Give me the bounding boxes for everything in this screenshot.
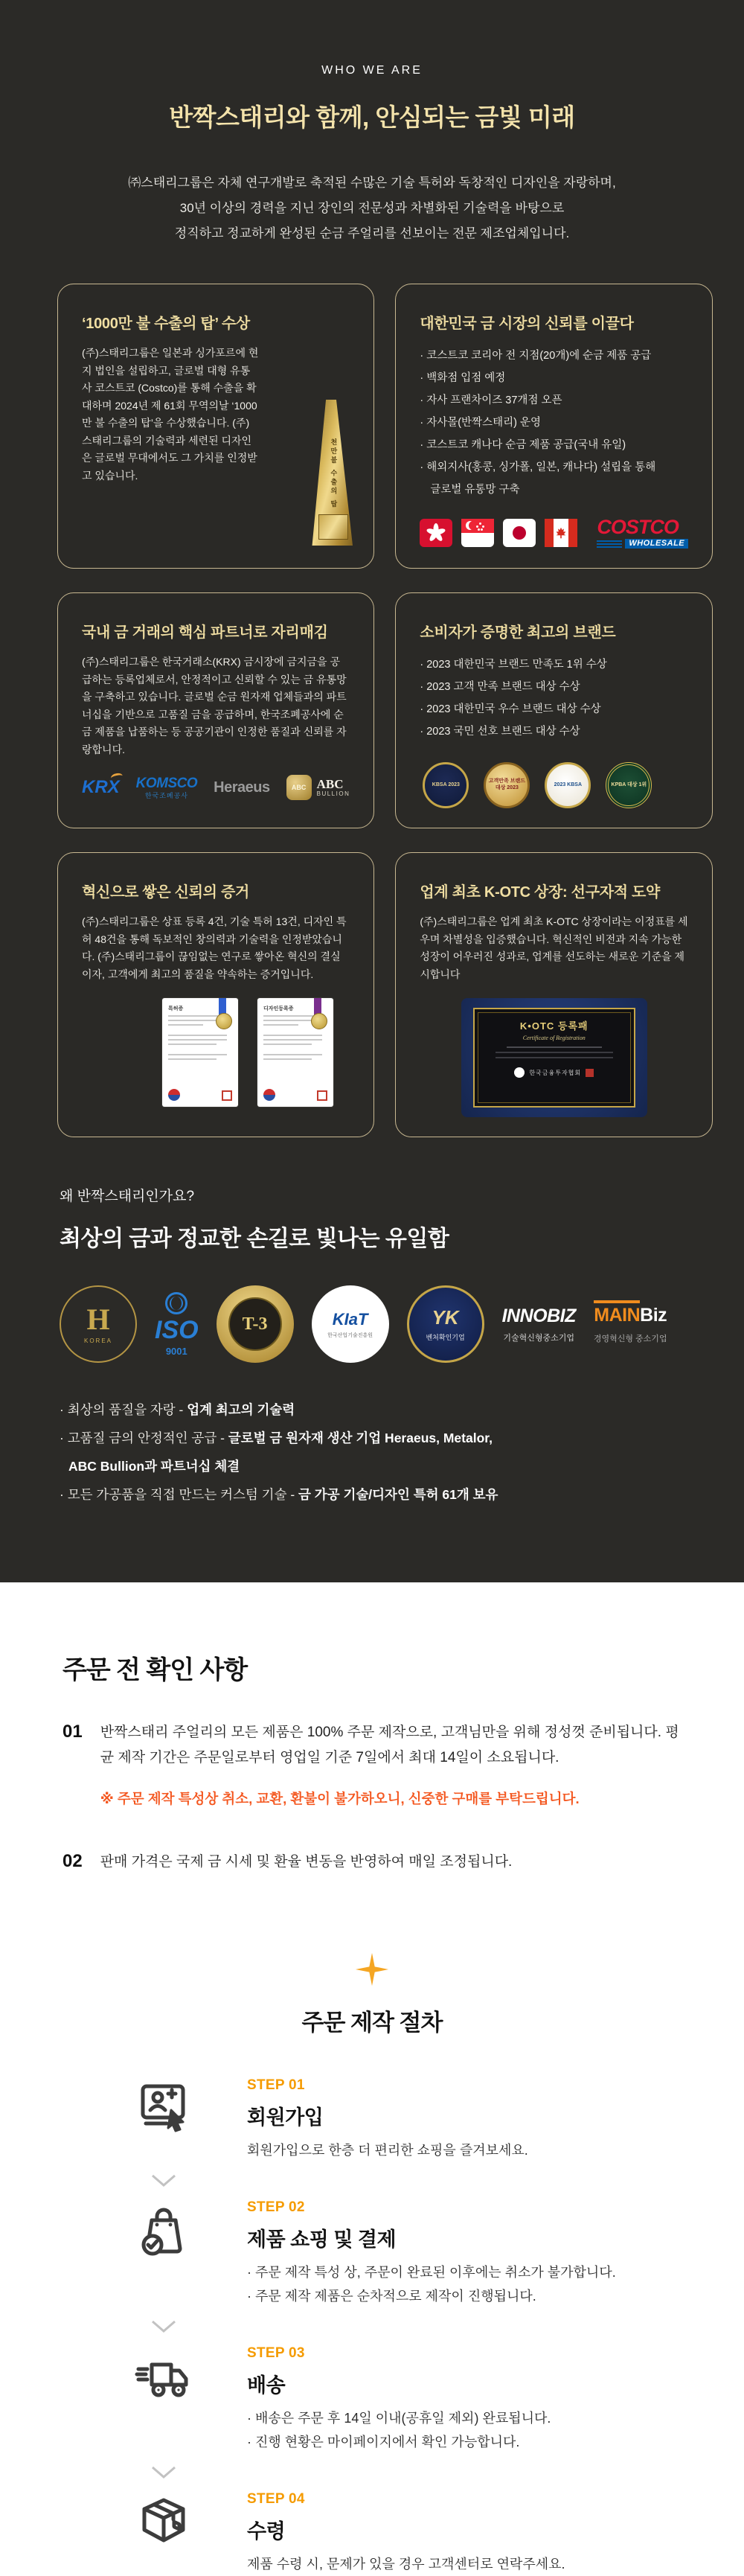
step-label: STEP 04 — [247, 2491, 305, 2507]
card-title: 소비자가 증명한 최고의 브랜드 — [420, 624, 616, 641]
design-registration-certificate-image — [257, 998, 333, 1107]
chevron-down-icon — [135, 2466, 192, 2479]
step-signup — [135, 2077, 744, 2162]
krx-logo: KRX — [82, 777, 120, 797]
step-description: · 주문 제작 특성 상, 주문이 완료된 이후에는 취소가 불가합니다. · 주문 제작 제품은 순차적으로 제작이 진행됩니다. — [247, 2265, 616, 2304]
brand-award-medal-white: 2023 KBSA — [545, 762, 591, 808]
plaque-subtitle: Certificate of Registration — [522, 1035, 586, 1041]
iso-9001-logo — [155, 1292, 199, 1357]
process-steps — [0, 2077, 744, 2576]
partner-logos — [82, 775, 350, 800]
kiat-logo — [312, 1285, 389, 1363]
plaque-seal — [586, 1069, 594, 1077]
why-bullet: · 고품질 금의 안정적인 공급 - 글로벌 금 원자재 생산 기업 Heraeus, Metalor, — [60, 1431, 493, 1445]
list-item: · 해외지사(홍콩, 싱가폴, 일본, 캐나다) 설립을 통해 글로벌 유통망 구축 — [420, 461, 656, 496]
hong-kong-flag-icon — [420, 519, 452, 547]
hallmark-korea-label: KOREA — [83, 1337, 112, 1344]
hallmark-laboratory-logo — [60, 1285, 137, 1363]
list-item: · 백화점 입점 예정 — [420, 372, 506, 384]
taegeuk-emblem — [263, 1089, 275, 1101]
card-title: 업계 최초 K-OTC 상장: 선구자적 도약 — [420, 884, 661, 901]
why-bullet: · 모든 가공품을 직접 만드는 커스텀 기술 - 금 가공 기술/디자인 특허 61개 보유 — [60, 1487, 498, 1502]
t3-label: T-3 — [228, 1297, 282, 1351]
trophy-plate — [318, 514, 348, 540]
certificate-medal — [216, 1013, 232, 1029]
step-receive — [135, 2491, 744, 2576]
why-bullet: · 최상의 품질을 자랑 - 업계 최고의 기술력 — [60, 1402, 295, 1417]
card-title: 대한민국 금 시장의 신뢰를 이끌다 — [420, 316, 634, 332]
hero-title: 반짝스태리와 함께, 안심되는 금빛 미래 — [169, 103, 575, 131]
card-body: (주)스태리그룹은 일본과 싱가포르에 현지 법인을 설립하고, 글로벌 대형 유통사 코스트코 (Costco)를 통해 수출을 확대하며 2024년 제 61회 무역의날 ‘1000만 불 수출의 탑’을 수상했습니다. (주)스태리그룹의 기술력과 세련된 디자인은 글로벌 무대에서도 그 가치를 인정받고 있습니다. — [82, 347, 259, 482]
certificate-title: 특허증 — [168, 1006, 184, 1011]
list-item: · 2023 고객 만족 브랜드 대상 수상 — [420, 681, 580, 693]
card-patents-proof — [57, 852, 374, 1137]
step-description: 제품 수령 시, 문제가 있을 경우 고객센터로 연락주세요. — [247, 2557, 565, 2572]
card-title: ‘1000만 불 수출의 탑’ 수상 — [82, 316, 250, 332]
card-body: (주)스태리그룹은 업계 최초 K-OTC 상장이라는 이정표를 세우며 차별성을 입증했습니다. 혁신적인 비전과 지속 가능한 성장이 어우러진 성과로, 업계를 선도하는 새로운 기준을 제시합니다 — [420, 915, 688, 980]
hero-eyebrow: WHO WE ARE — [321, 64, 423, 77]
costco-wholesale-label: WHOLESALE — [625, 539, 688, 549]
list-item: · 코스트코 캐나다 순금 제품 공급(국내 유일) — [420, 439, 626, 451]
hallmark-monogram: H — [86, 1302, 110, 1336]
feature-cards — [57, 284, 687, 1137]
innobiz-korean-label: 기술혁신형중소기업 — [503, 1333, 575, 1343]
signup-monitor-icon — [135, 2077, 192, 2162]
certificate-medal — [311, 1013, 327, 1029]
mainbiz-logo — [594, 1305, 667, 1344]
card-korea-gold-market — [395, 284, 713, 569]
list-item: · 자사 프랜차이즈 37개점 오픈 — [420, 394, 562, 406]
plaque-title: K•OTC 등록패 — [519, 1020, 589, 1032]
iso-wordmark: ISO — [155, 1315, 199, 1344]
chevron-down-icon — [135, 2174, 192, 2187]
step-description: · 배송은 주문 후 14일 이내(공휴일 제외) 완료됩니다. · 진행 현황은 마이페이지에서 확인 가능합니다. — [247, 2411, 551, 2449]
iso-9001-label: 9001 — [165, 1345, 187, 1357]
why-bullet-list — [60, 1396, 684, 1509]
hero-line-3: 정직하고 정교하게 완성된 순금 주얼리를 선보이는 전문 제조업체입니다. — [174, 226, 570, 240]
iso-globe-icon — [165, 1292, 187, 1314]
delivery-truck-icon — [135, 2345, 192, 2454]
venture-korean-label: 벤처확인기업 — [426, 1334, 465, 1341]
step-title: 수령 — [247, 2520, 286, 2543]
package-box-icon — [135, 2491, 192, 2576]
sparkle-icon — [355, 1952, 389, 1990]
heraeus-logo: Heraeus — [214, 779, 270, 796]
why-eyebrow: 왜 반짝스태리인가요? — [60, 1189, 195, 1204]
kiat-korean-label: 한국산업기술진흥원 — [327, 1332, 373, 1338]
hero — [0, 0, 744, 246]
maple-leaf-icon — [555, 527, 567, 539]
singapore-flag-icon — [461, 519, 494, 547]
certification-logos — [60, 1285, 684, 1363]
order-info-section — [0, 1582, 744, 2572]
notice-number: 01 — [62, 1722, 83, 1742]
abc-bullion-label: BULLION — [316, 790, 350, 797]
step-title: 제품 쇼핑 및 결제 — [247, 2228, 397, 2251]
costco-wordmark: COSTCO — [597, 516, 679, 538]
komsco-korean-label: 한국조폐공사 — [144, 791, 188, 799]
costco-stripes — [597, 540, 622, 548]
card-kotc-listing — [395, 852, 713, 1137]
card-export-award — [57, 284, 374, 569]
list-item: · 2023 국민 선호 브랜드 대상 수상 — [420, 726, 580, 738]
card-body: (주)스태리그룹은 한국거래소(KRX) 금시장에 금지금을 공급하는 등록업체로서, 안정적이고 신뢰할 수 있는 금 유통망을 구축하고 있습니다. 글로벌 순금 원자재 업체들과의 파트너십을 기반으로 고품질 금을 공급하며, 한국조폐공사에 순금 제품을 납품하는 등 공공기관이 인정한 품질과 신뢰를 자랑합니다. — [82, 656, 347, 755]
notice-warning: ※ 주문 제작 특성상 취소, 교환, 환불이 불가하오니, 신중한 구매를 부탁드립니다. — [100, 1791, 580, 1806]
t3-medal-logo — [217, 1285, 294, 1363]
notice-text: 반짝스태리 주얼리의 모든 제품은 100% 주문 제작으로, 고객님만을 위해 정성껏 준비됩니다. 평균 제작 기간은 주문일로부터 영업일 기준 7일에서 최대 14일이 소요됩니다. — [100, 1725, 679, 1765]
why-title: 최상의 금과 정교한 손길로 빛나는 유일함 — [60, 1227, 449, 1251]
mainbiz-wordmark-biz: Biz — [640, 1304, 667, 1326]
red-seal-stamp — [222, 1090, 232, 1101]
notice-item-1 — [62, 1720, 684, 1808]
step-delivery — [135, 2345, 744, 2454]
trophy-engraving: 천만불 수출의 탑 — [330, 438, 338, 510]
notice-number: 02 — [62, 1851, 83, 1871]
abc-bullion-icon: ABC — [286, 775, 312, 800]
process-title: 주문 제작 절차 — [301, 2010, 443, 2036]
card-bullet-list — [420, 345, 688, 501]
kofia-emblem — [514, 1067, 525, 1078]
why-section — [60, 1185, 684, 1509]
red-seal-stamp — [317, 1090, 327, 1101]
japan-flag-icon — [503, 519, 536, 547]
card-title: 혁신으로 쌓은 신뢰의 증거 — [82, 884, 249, 901]
why-bullet-continuation: ABC Bullion과 파트너십 체결 — [68, 1459, 240, 1474]
hero-line-2: 30년 이상의 경력을 지닌 장인의 전문성과 차별화된 기술력을 바탕으로 — [179, 201, 565, 215]
step-title: 배송 — [247, 2374, 286, 2397]
notice-text: 판매 가격은 국제 금 시세 및 환율 변동을 반영하여 매일 조정됩니다. — [100, 1854, 513, 1870]
innobiz-wordmark: INNOBIZ — [501, 1305, 576, 1326]
abc-bullion-logo — [286, 775, 350, 800]
card-bullet-list — [420, 653, 688, 743]
costco-logo — [597, 517, 688, 549]
hero-paragraph — [0, 170, 744, 246]
card-gold-trade-partner — [57, 592, 374, 828]
list-item: · 2023 대한민국 우수 브랜드 대상 수상 — [420, 703, 601, 715]
patent-certificate-image — [162, 998, 238, 1107]
card-body: (주)스태리그룹은 상표 등록 4건, 기술 특허 13건, 디자인 특허 48건을 통해 독보적인 창의력과 기술력을 인정받았습니다. (주)스태리그룹이 끊임없는 연구로 쌓아온 혁신의 결실이자, 고객에게 최고의 품질을 약속하는 증거입니다. — [82, 915, 347, 980]
venture-enterprise-logo — [407, 1285, 484, 1363]
list-item: · 코스트코 코리아 전 지점(20개)에 순금 제품 공급 — [420, 350, 652, 362]
step-description: 회원가입으로 한층 더 편리한 쇼핑을 즐겨보세요. — [247, 2143, 528, 2158]
step-shopping-payment — [135, 2199, 744, 2308]
card-title: 국내 금 거래의 핵심 파트너로 자리매김 — [82, 624, 328, 641]
kiat-wordmark: KIaT — [332, 1309, 368, 1329]
brand-award-medal-gold: 고객만족 브랜드대상 2023 — [484, 762, 530, 808]
certificate-title: 디자인등록증 — [263, 1006, 294, 1011]
flags-and-costco — [420, 517, 688, 549]
step-label: STEP 03 — [247, 2345, 305, 2361]
abc-wordmark: ABC — [316, 777, 344, 791]
mainbiz-wordmark-main: MAIN — [594, 1300, 640, 1326]
card-best-brand — [395, 592, 713, 828]
komsco-wordmark: KOMSCO — [135, 775, 198, 791]
step-label: STEP 02 — [247, 2199, 305, 2215]
export-tower-trophy-image — [311, 400, 354, 546]
venture-monogram: YK — [432, 1306, 459, 1329]
order-process — [0, 1952, 744, 2576]
kotc-registration-plaque-image — [461, 998, 647, 1117]
award-medal-badges — [423, 762, 688, 808]
mainbiz-korean-label: 경영혁신형 중소기업 — [593, 1334, 667, 1343]
pre-order-notice — [0, 1582, 744, 1875]
shopping-bag-icon — [135, 2199, 192, 2308]
hero-line-1: ㈜스태리그룹은 자체 연구개발로 축적된 수많은 기술 특허와 독창적인 디자인을 자랑하며, — [128, 176, 616, 190]
notice-item-2 — [62, 1850, 684, 1875]
certificate-images — [162, 998, 350, 1107]
brand-award-medal-green: KPBA 대상 1위 — [606, 762, 652, 808]
komsco-logo — [136, 776, 198, 799]
step-label: STEP 01 — [247, 2077, 305, 2093]
plaque-org: 한국금융투자협회 — [529, 1069, 582, 1076]
step-title: 회원가입 — [247, 2106, 324, 2129]
innobiz-logo — [502, 1305, 576, 1343]
list-item: · 2023 대한민국 브랜드 만족도 1위 수상 — [420, 659, 607, 671]
taegeuk-emblem — [168, 1089, 180, 1101]
notice-heading: 주문 전 확인 사항 — [62, 1656, 248, 1684]
brand-award-medal-navy: KBSA 2023 — [423, 762, 469, 808]
chevron-down-icon — [135, 2320, 192, 2333]
list-item: · 자사몰(반짝스태리) 운영 — [420, 417, 541, 429]
canada-flag-icon — [545, 519, 577, 547]
